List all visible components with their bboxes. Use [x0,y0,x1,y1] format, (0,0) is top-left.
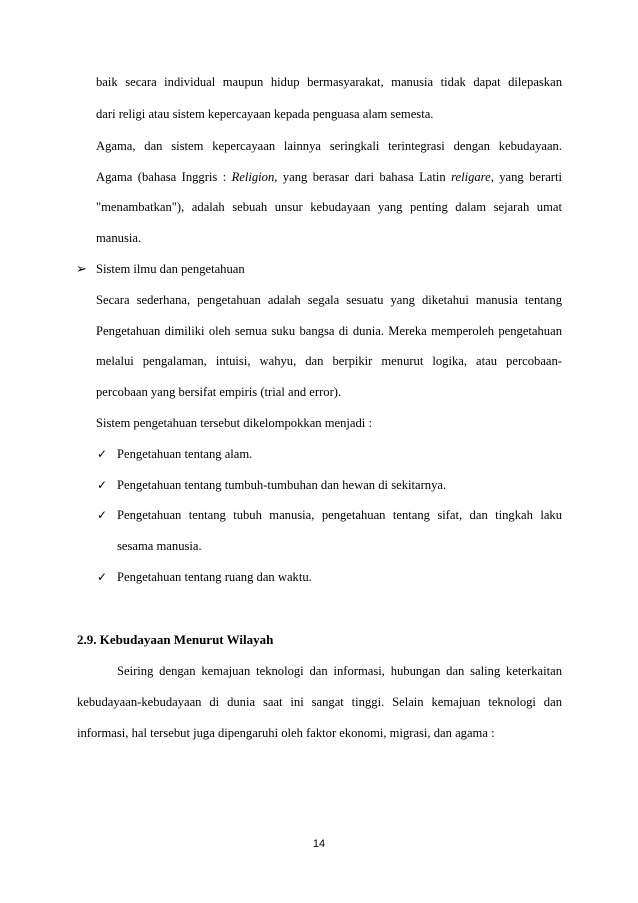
paragraph-line: "menambatkan"), adalah sebuah unsur kebudayaan yang penting dalam sejarah umat [96,200,562,214]
paragraph-line: baik secara individual maupun hidup bermasyarakat, manusia tidak dapat dilepaskan [96,75,562,89]
religion-line [96,169,562,185]
paragraph-line: percobaan yang bersifat empiris (trial and error). [96,385,342,399]
checkmark-icon: ✓ [97,508,108,522]
list-item: Pengetahuan tentang tubuh manusia, pengetahuan tentang sifat, dan tingkah laku [117,508,562,522]
paragraph-line: Sistem pengetahuan tersebut dikelompokkan menjadi : [96,416,372,430]
paragraph-line: dari religi atau sistem kepercayaan kepada penguasa alam semesta. [96,107,434,121]
religion-mid: , yang berasar dari bahasa Latin [274,170,452,184]
paragraph-line: Agama, dan sistem kepercayaan lainnya seringkali terintegrasi dengan kebudayaan. [96,139,562,153]
bullet-heading: Sistem ilmu dan pengetahuan [96,262,245,276]
checkmark-icon: ✓ [97,570,108,584]
religion-pre: Agama (bahasa Inggris : [96,170,232,184]
paragraph-line: Pengetahuan dimiliki oleh semua suku bangsa di dunia. Mereka memperoleh pengetahuan [96,324,562,338]
list-item: Pengetahuan tentang ruang dan waktu. [117,570,312,584]
checkmark-icon: ✓ [97,478,108,492]
page-number: 14 [312,838,326,850]
arrow-bullet-icon: ➢ [76,261,87,276]
section-heading: 2.9. Kebudayaan Menurut Wilayah [77,632,274,647]
religion-post: , yang berarti [490,170,562,184]
list-item: Pengetahuan tentang alam. [117,447,253,461]
checkmark-icon: ✓ [97,447,108,461]
paragraph-line: manusia. [96,231,142,245]
paragraph-line: Seiring dengan kemajuan teknologi dan informasi, hubungan dan saling keterkaitan [117,664,562,678]
list-item-continuation: sesama manusia. [117,539,202,553]
paragraph-line: melalui pengalaman, intuisi, wahyu, dan berpikir menurut logika, atau percobaan- [96,354,562,368]
religare-term: religare [451,170,491,184]
religion-term: Religion [231,170,275,184]
paragraph-line: informasi, hal tersebut juga dipengaruhi oleh faktor ekonomi, migrasi, dan agama : [77,726,495,740]
paragraph-line: kebudayaan-kebudayaan di dunia saat ini sangat tinggi. Selain kemajuan teknologi dan [77,695,562,709]
list-item: Pengetahuan tentang tumbuh-tumbuhan dan hewan di sekitarnya. [117,478,447,492]
paragraph-line: Secara sederhana, pengetahuan adalah segala sesuatu yang diketahui manusia tentang [96,293,562,307]
